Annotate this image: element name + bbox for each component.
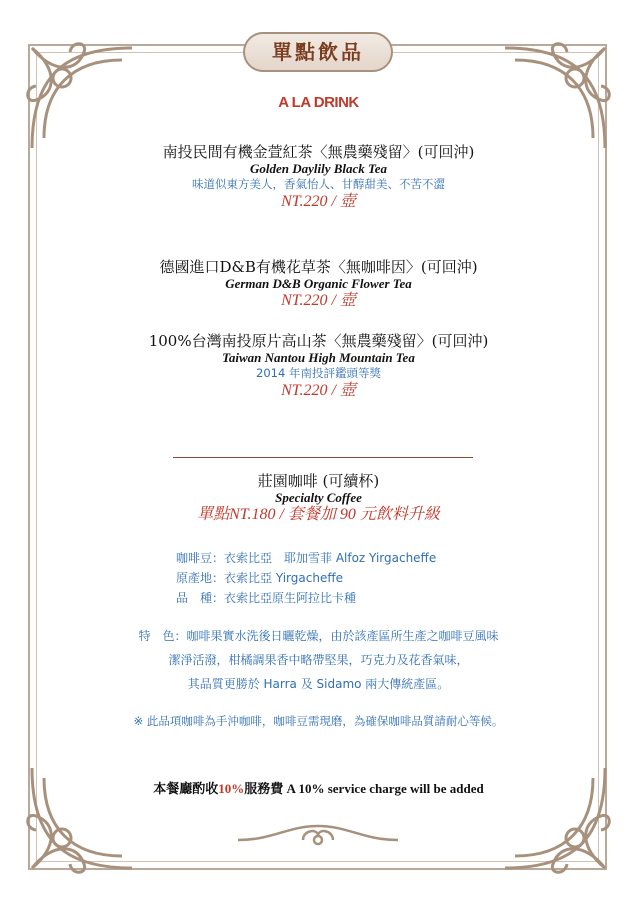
section-divider <box>173 457 473 458</box>
service-prefix: 本餐廳酌收 <box>153 781 219 796</box>
coffee-details <box>176 548 516 608</box>
menu-item-coffee <box>0 472 637 525</box>
menu-item-tea-2 <box>0 258 637 311</box>
menu-item-tea-3 <box>0 332 637 401</box>
item-name-cn: 莊園咖啡 (可續杯) <box>257 472 380 490</box>
item-name-en: Taiwan Nantou High Mountain Tea <box>222 350 415 365</box>
item-price: NT.220 / 壺 <box>281 382 356 399</box>
menu-title: 單點飲品 <box>272 40 364 64</box>
coffee-note: ※ 此品項咖啡為手沖咖啡，咖啡豆需現磨，為確保咖啡品質請耐心等候。 <box>133 714 504 728</box>
service-suffix: 服務費 A 10% service charge will be added <box>244 781 484 796</box>
item-price: NT.220 / 壺 <box>281 193 356 210</box>
coffee-features <box>0 624 637 696</box>
menu-title-badge <box>243 32 393 72</box>
item-description: 味道似東方美人，香氣怡人、甘醇甜美、不苦不澀 <box>192 177 445 191</box>
item-name-cn: 100%台灣南投原片高山茶〈無農藥殘留〉(可回沖) <box>148 332 489 350</box>
coffee-feature-line: 潔淨活潑，柑橘調果香中略帶堅果，巧克力及花香氣味， <box>168 653 469 667</box>
item-price: 單點NT.180 / 套餐加 90 元飲料升級 <box>197 506 440 523</box>
menu-item-tea-1 <box>0 143 637 212</box>
bottom-scroll-ornament-icon <box>233 818 403 848</box>
coffee-detail-line: 原產地：衣索比亞 Yirgacheffe <box>176 571 343 585</box>
item-name-en: Specialty Coffee <box>275 490 362 505</box>
item-name-cn: 南投民間有機金萱紅茶〈無農藥殘留〉(可回沖) <box>162 143 475 161</box>
coffee-detail-line: 咖啡豆：衣索比亞 耶加雪菲 Alfoz Yirgacheffe <box>176 551 437 565</box>
item-price: NT.220 / 壺 <box>281 292 356 309</box>
item-name-en: German D&B Organic Flower Tea <box>225 276 412 291</box>
service-percentage: 10% <box>218 781 245 796</box>
corner-ornament-icon <box>22 758 142 878</box>
item-name-en: Golden Daylily Black Tea <box>249 161 388 176</box>
section-heading: A LA DRINK <box>278 94 359 111</box>
service-charge-notice <box>0 778 637 797</box>
coffee-feature-line: 其品質更勝於 Harra 及 Sidamo 兩大傳統產區。 <box>187 677 450 691</box>
coffee-detail-line: 品 種：衣索比亞原生阿拉比卡種 <box>176 591 357 605</box>
item-description: 2014 年南投評鑑頭等獎 <box>256 366 381 380</box>
corner-ornament-icon <box>495 758 615 878</box>
item-name-cn: 德國進口D&B有機花草茶〈無咖啡因〉(可回沖) <box>159 258 478 276</box>
coffee-feature-line: 特 色：咖啡果實水洗後日曬乾燥，由於該產區所生產之咖啡豆風味 <box>138 629 499 643</box>
